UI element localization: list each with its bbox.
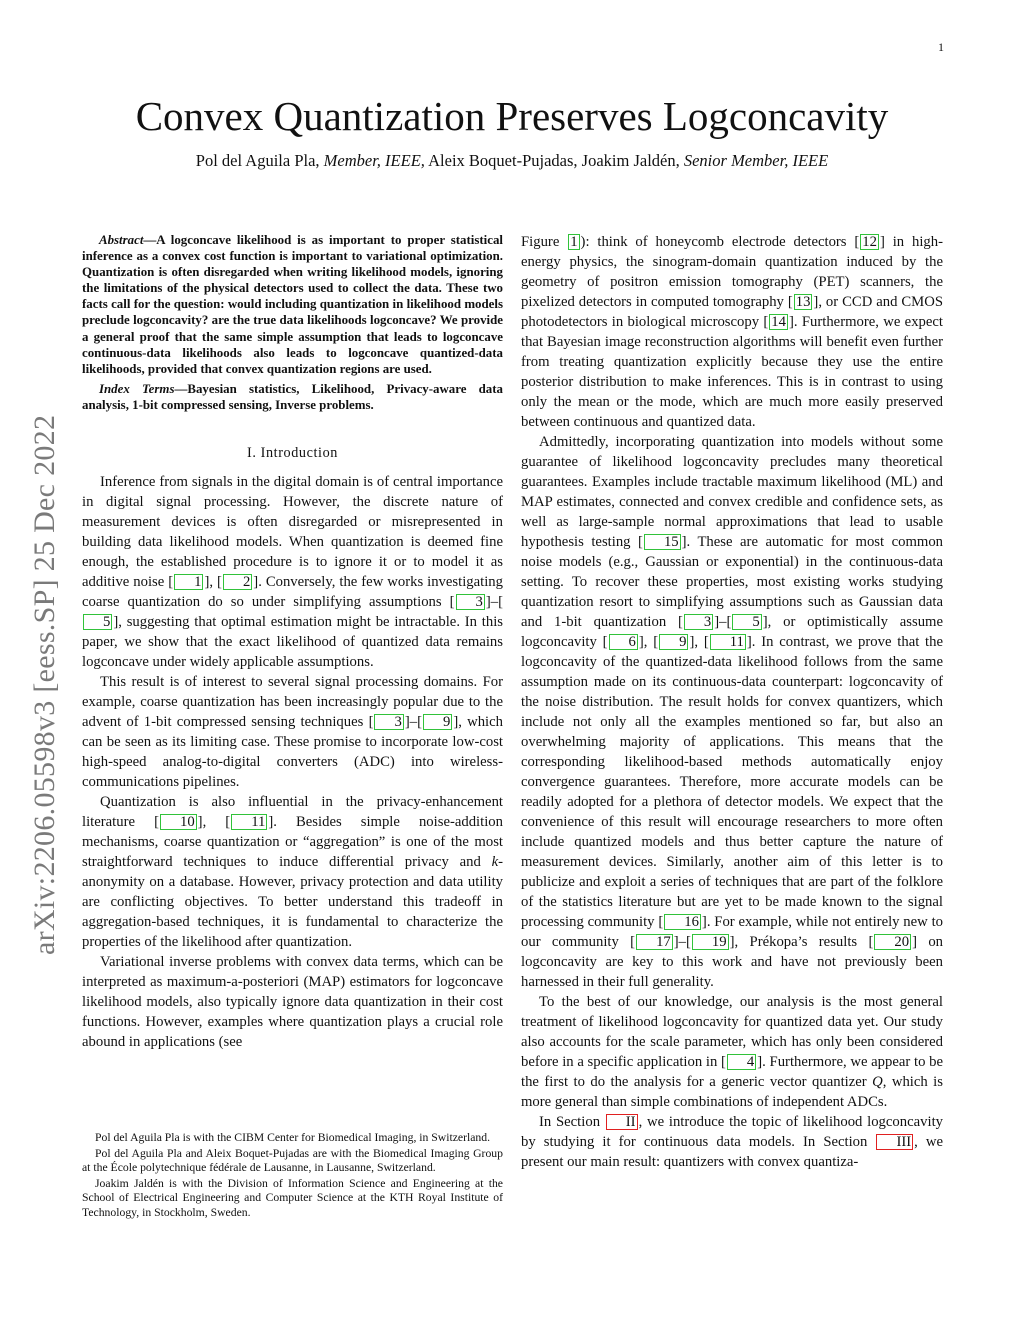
text: – <box>678 934 687 950</box>
text: , which can be seen as its limiting case. These promise to incorporate low-cost high-speed analog-to-digital converters (ADC) into wireless-communications pipelines. <box>82 714 503 791</box>
text: – <box>719 614 727 630</box>
text: , or optimistically assume logconcavity <box>521 614 943 650</box>
text: . Besides simple noise-addition mechanisms, coarse quantization or “aggregation” is one of the most straightforward techniques to induce differential privacy and <box>82 814 503 871</box>
text: – <box>490 594 499 611</box>
text: , we present our main result: quantizers with convex quantiza- <box>521 1134 943 1170</box>
citation-link[interactable]: 11 <box>710 634 746 650</box>
page-number: 1 <box>938 40 944 54</box>
footnotes <box>82 1131 503 1221</box>
paragraph: Admittedly, incorporating quantization into models without some guarantee of likelihood logconcavity precludes many theoretical guarantees. Examples include tractable maximum likelihood (ML) and MAP estimates, connected and convex credible and confidence sets, as well as large-sample normal approximations that lead to usable hypothesis testing [ 15 ]. These are automatic for most common noise models (e.g., Gaussian or exponential) in the continuous-data setting. To recover these properties, most existing works studying quantization resort to simplifying assumptions such as Gaussian data and 1-bit quantization [ 3 ]–[ 5 ], or optimistically assume logconcavity [ 6 ], [ 9 ], [ 11 ]. In contrast, we prove that the logconcavity of the quantized-data likelihood follows from the same assumption made on its continuous-data counterpart: logconcavity of the noise distribution. The result holds for convex quantizers, which include not only all the examples mentioned so far, but also an overwhelming majority of applications. This means that the corresponding likelihood-based methods automatically enjoy convergence guarantees. Therefore, more accurate models can be readily adopted for a plethora of detector models. We expect that the convenience of this result will encourage researchers to more often include quantized models and thus better capture the nature of measurement devices. Similarly, another aim of this letter is to publicize and exploit a series of techniques that are part of the folklore of the statistics literature but are yet to be made known to the signal processing community [ 16 ]. For example, while not entirely new to our community [ 17 ]–[ 19 ], Prékopa’s results [ 20 ] on logconcavity are key to this work and have not previously been harnessed in their full generality. <box>521 434 944 990</box>
text: This result is of interest to several signal processing domains. For example, coarse quantization has been increasingly popular due to the advent of 1-bit compressed sensing techniques <box>82 674 503 731</box>
citation-link[interactable]: 6 <box>609 634 638 650</box>
text: . Furthermore, we appear to be the first to do the analysis for a generic vector quantizer <box>521 1054 943 1090</box>
text: , <box>694 634 704 650</box>
arxiv-stamp: arXiv:2206.05598v3 [eess.SP] 25 Dec 2022 <box>28 414 61 955</box>
text: , <box>209 574 218 591</box>
author-name-1: Pol del Aguila Pla, <box>195 151 320 170</box>
footnote: Pol del Aguila Pla and Aleix Boquet-Pujadas are with the Biomedical Imaging Group at the École polytechnique fédérale de Lausanne, in Lausanne, Switzerland. <box>82 1146 503 1174</box>
citation-link[interactable]: 12 <box>862 234 877 250</box>
citation-link[interactable]: 3 <box>684 614 713 630</box>
citation-link[interactable]: 9 <box>659 634 688 650</box>
text: in high-energy physics, the sinogram-domain quantization induced by the geometry of positron emission tomography (PET) scanners, the pixelized detectors in computed tomography <box>521 234 943 310</box>
paragraph <box>82 952 503 1052</box>
citation-link[interactable]: 4 <box>727 1054 756 1070</box>
paragraph: Figure 1 ): think of honeycomb electrode detectors [ 12 ] in high-energy physics, the sinogram-domain quantization induced by the geometry of positron emission tomography (PET) scanners, the pixelized detectors in computed tomography [ 13 ], or CCD and CMOS photodetectors in biological microscopy [ 14 ]. Furthermore, we expect that Bayesian image reconstruction algorithms will benefit even further from treating quantization explicitly because they use the entire posterior distribution to make inferences. This is in contrast to using only the mean or the mode, which are much more easily preserved between continuous and quantized data. <box>521 234 943 430</box>
text: , we introduce the topic of likelihood logconcavity by studying it for continuous data models. In Section <box>521 1114 943 1150</box>
text: , <box>643 634 654 650</box>
text: . These are automatic for most common noise models (e.g., Gaussian or exponential) in the continuous-data setting. To recover these properties, most existing works studying quantization resort to simplifying assumptions such as Gaussian data and 1-bit quantization <box>521 534 944 630</box>
author-role-1: Member, IEEE, <box>323 151 425 170</box>
text: , or CCD and CMOS photodetectors in biological microscopy <box>521 294 943 330</box>
right-column <box>521 232 943 1172</box>
abstract <box>82 232 503 377</box>
paragraph: Quantization is also influential in the privacy-enhancement literature [ 10 ], [ 11 ]. Besides simple noise-addition mechanisms, coarse quantization or “aggregation” is one of the most straightforward techniques to induce differential privacy and k-anonymity on a database. However, privacy protection and data utility are conflicting objectives. To better understand this tradeoff in aggregation-based techniques, it is fundamental to characterize the properties of the likelihood after quantization. <box>82 794 503 951</box>
citation-link[interactable]: 1 <box>174 574 203 590</box>
citation-link[interactable]: 5 <box>732 614 761 630</box>
citation-link[interactable]: 14 <box>771 314 786 330</box>
citation-link[interactable]: 19 <box>692 934 729 950</box>
abstract-text: —A logconcave likelihood is as important to proper statistical inference as a convex cost function is important to variational optimization. Quantization is often disregarded when writing likelihood models, ignoring the limitations of the physical detectors used to collect the data. These two facts call for the question: would including quantization in likelihood models preclude logconcavity? are the true data likelihoods logconcave? We provide a general proof that the same simple assumption that leads to logconcave continuous-data likelihoods also leads to logconcave quantized-data likelihoods, provided that convex quantization regions are used. <box>82 233 503 376</box>
text: . In contrast, we prove that the logconcavity of the quantized-data likelihood follows from the same assumption made on its continuous-data counterpart: logconcavity of the noise distribution. The result holds for convex quantizers, which include not only all the examples mentioned so far, but also an overwhelming majority of applications. This means that the corresponding likelihood-based methods automatically enjoy convergence guarantees. Therefore, more accurate models can be readily adopted for a plethora of detector models. We expect that the convenience of this result will encourage researchers to more often include quantized models and thus better capture the nature of measurement devices. Similarly, another aim of this letter is to publicize and exploit a series of techniques that are part of the folklore of the statistics literature but are yet to be made known to the signal processing community <box>521 634 943 930</box>
text: . Furthermore, we expect that Bayesian image reconstruction algorithms will benefit even further from treating quantization explicitly because they use the entire posterior distribution to make inferences. This is in contrast to using only the mean or the mode, which are much more easily preserved between continuous and quantized data. <box>521 314 943 430</box>
footnote: Pol del Aguila Pla is with the CIBM Center for Biomedical Imaging, in Switzerland. <box>95 1131 491 1144</box>
citation-link[interactable]: 16 <box>664 914 701 930</box>
text: , suggesting that optimal estimation might be intractable. In this paper, we show that the exact likelihood of quantized data remains logconcave under widely applicable assumptions. <box>82 614 503 671</box>
paper-title: Convex Quantization Preserves Logconcavity <box>135 93 889 139</box>
citation-link[interactable]: 17 <box>636 934 673 950</box>
text: , <box>202 814 226 831</box>
text: . For example, while not entirely new to our community <box>521 914 943 950</box>
citation-link[interactable]: 9 <box>423 714 452 730</box>
citation-link[interactable]: 2 <box>223 574 252 590</box>
abstract-label: Abstract <box>99 233 144 247</box>
paragraph: This result is of interest to several signal processing domains. For example, coarse quantization has been increasingly popular due to the advent of 1-bit compressed sensing techniques [ 3 ]–[ 9 ], which can be seen as its limiting case. These promise to incorporate low-cost high-speed analog-to-digital converters (ADC) into wireless-communications pipelines. <box>82 674 503 791</box>
text: Admittedly, incorporating quantization into models without some guarantee of likelihood logconcavity precludes many theoretical guarantees. Examples include tractable maximum likelihood (ML) and MAP estimates, connected and convex credible and confidence sets, as well as large-sample normal approximations that lead to usable hypothesis testing <box>521 434 943 550</box>
citation-link[interactable]: 20 <box>874 934 911 950</box>
citation-link[interactable]: 15 <box>644 534 681 550</box>
paragraph: Inference from signals in the digital domain is of central importance in digital signal processing. However, the discrete nature of measurement devices is often disregarded or misrepresented in building data likelihood models. When quantization is deemed fine enough, the established procedure is to ignore it or to model it as additive noise [ 1 ], [ 2 ]. Conversely, the few works investigating coarse quantization do so under simplifying assumptions [ 3 ]–[5 ], suggesting that optimal estimation might be intractable. In this paper, we show that the exact likelihood of quantized data remains logconcave under widely applicable assumptions. <box>82 474 503 671</box>
text: Quantization is also influential in the privacy-enhancement literature <box>82 794 503 831</box>
section-heading-introduction: I. Introduction <box>247 445 338 462</box>
footnote: Joakim Jaldén is with the Division of Information Science and Engineering at the School of Electrical Engineering and Computer Science at the KTH Royal Institute of Technology, in Stockholm, Sweden. <box>82 1176 503 1219</box>
math-q: Q <box>872 1074 883 1090</box>
text: , Prékopa’s results <box>734 934 869 950</box>
text: To the best of our knowledge, our analysis is the most general treatment of likelihood logconcavity for quantized data yet. Our study also accounts for the scale parameter, which has only been considered before in a specific application in <box>521 994 943 1070</box>
section-link[interactable]: III <box>876 1134 913 1150</box>
text: In Section <box>539 1114 605 1130</box>
text: Inference from signals in the digital domain is of central importance in digital signal processing. However, the discrete nature of measurement devices is often disregarded or misrepresented in building data likelihood models. When quantization is deemed fine enough, the established procedure is to ignore it or to model it as additive noise <box>82 474 503 591</box>
index-terms <box>82 381 503 413</box>
text: – <box>409 714 418 731</box>
text: Variational inverse problems with convex data terms, which can be interpreted as maximum-a-posteriori (MAP) estimators for logconcave likelihood models, also typically ignore data quantization in their cost functions. However, examples where quantization plays a crucial role abound in applications (see <box>82 954 503 1051</box>
text: , which is more general than simple combinations of independent ADCs. <box>521 1074 943 1110</box>
paragraph <box>521 1112 943 1172</box>
citation-link[interactable]: 3 <box>374 714 403 730</box>
text: -anonymity on a database. However, privacy protection and data utility are conflicting objectives. To better understand this tradeoff in aggregation-based techniques, it is fundamental to characterize the properties of the likelihood after quantization. <box>82 854 503 951</box>
index-terms-text: —Bayesian statistics, Likelihood, Privacy-aware data analysis, 1-bit compressed sensing, Inverse problems. <box>82 381 503 412</box>
author-names-2: Aleix Boquet-Pujadas, Joakim Jaldén, <box>428 151 680 170</box>
author-role-2: Senior Member, IEEE <box>683 151 829 170</box>
citation-link[interactable]: 3 <box>456 594 485 610</box>
author-line <box>0 150 1024 172</box>
math-k: k <box>491 854 499 871</box>
citation-link[interactable]: 11 <box>231 814 267 830</box>
figure-link[interactable]: 1 <box>570 234 578 250</box>
left-column <box>82 232 503 1052</box>
citation-link[interactable]: 10 <box>160 814 197 830</box>
citation-link[interactable]: 13 <box>795 294 811 310</box>
section-link[interactable]: II <box>606 1114 638 1130</box>
paragraph: To the best of our knowledge, our analysis is the most general treatment of likelihood logconcavity for quantized data yet. Our study also accounts for the scale parameter, which has only been considered before in a specific application in [ 4 ]. Furthermore, we appear to be the first to do the analysis for a generic vector quantizer Q, which is more general than simple combinations of independent ADCs. <box>521 994 943 1110</box>
text: on logconcavity are key to this work and have not previously been harnessed in their full generality. <box>521 934 944 990</box>
index-terms-label: Index Terms <box>99 381 175 396</box>
text: . Conversely, the few works investigating coarse quantization do so under simplifying assumptions <box>82 574 503 611</box>
text: ): think of honeycomb electrode detectors <box>580 234 855 250</box>
text: Figure <box>521 234 568 250</box>
citation-link[interactable]: 5 <box>83 614 112 630</box>
